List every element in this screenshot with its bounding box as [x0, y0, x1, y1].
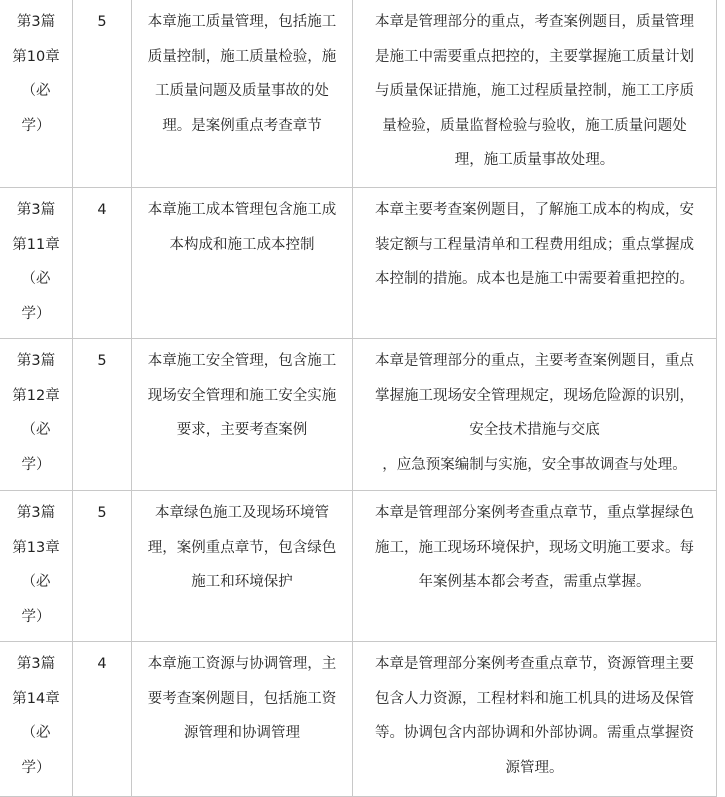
score-cell: 5 [73, 339, 132, 491]
detail-cell: 本章主要考查案例题目，了解施工成本的构成，安 装定额与工程量清单和工程费用组成；重点掌握成 本控制的措施。成本也是施工中需要着重把控的。 [353, 188, 717, 339]
summary-cell: 本章施工资源与协调管理，主 要考查案例题目，包括施工资 源管理和协调管理 [132, 642, 353, 797]
table-row [0, 491, 717, 642]
table-row [0, 188, 717, 339]
score-cell: 4 [73, 642, 132, 797]
chapter-cell: 第3篇 第10章 （必 学） [0, 0, 73, 188]
summary-cell: 本章绿色施工及现场环境管 理，案例重点章节，包含绿色 施工和环境保护 [132, 491, 353, 642]
score-cell: 5 [73, 491, 132, 642]
summary-cell: 本章施工安全管理，包含施工 现场安全管理和施工安全实施 要求，主要考查案例 [132, 339, 353, 491]
summary-cell: 本章施工质量管理，包括施工 质量控制，施工质量检验，施 工质量问题及质量事故的处 理。是案例重点考查章节 [132, 0, 353, 188]
detail-cell: 本章是管理部分案例考查重点章节，资源管理主要 包含人力资源，工程材料和施工机具的进场及保管 等。协调包含内部协调和外部协调。需重点掌握资 源管理。 [353, 642, 717, 797]
chapter-cell: 第3篇 第12章 （必 学） [0, 339, 73, 491]
table-row [0, 0, 717, 188]
table-row [0, 339, 717, 491]
summary-cell: 本章施工成本管理包含施工成 本构成和施工成本控制 [132, 188, 353, 339]
chapter-cell: 第3篇 第14章 （必 学） [0, 642, 73, 797]
table-row [0, 642, 717, 797]
detail-cell: 本章是管理部分的重点，主要考查案例题目，重点 掌握施工现场安全管理规定，现场危险源的识别， 安全技术措施与交底 ，应急预案编制与实施，安全事故调查与处理。 [353, 339, 717, 491]
chapter-cell: 第3篇 第11章 （必 学） [0, 188, 73, 339]
detail-cell: 本章是管理部分的重点，考查案例题目，质量管理 是施工中需要重点把控的，主要掌握施工质量计划 与质量保证措施，施工过程质量控制，施工工序质 量检验，质量监督检验与验收，施工质量问题处 理，施工质量事故处理。 [353, 0, 717, 188]
chapter-cell: 第3篇 第13章 （必 学） [0, 491, 73, 642]
score-cell: 4 [73, 188, 132, 339]
score-cell: 5 [73, 0, 132, 188]
detail-cell: 本章是管理部分案例考查重点章节，重点掌握绿色 施工，施工现场环境保护，现场文明施工要求。每 年案例基本都会考查，需重点掌握。 [353, 491, 717, 642]
